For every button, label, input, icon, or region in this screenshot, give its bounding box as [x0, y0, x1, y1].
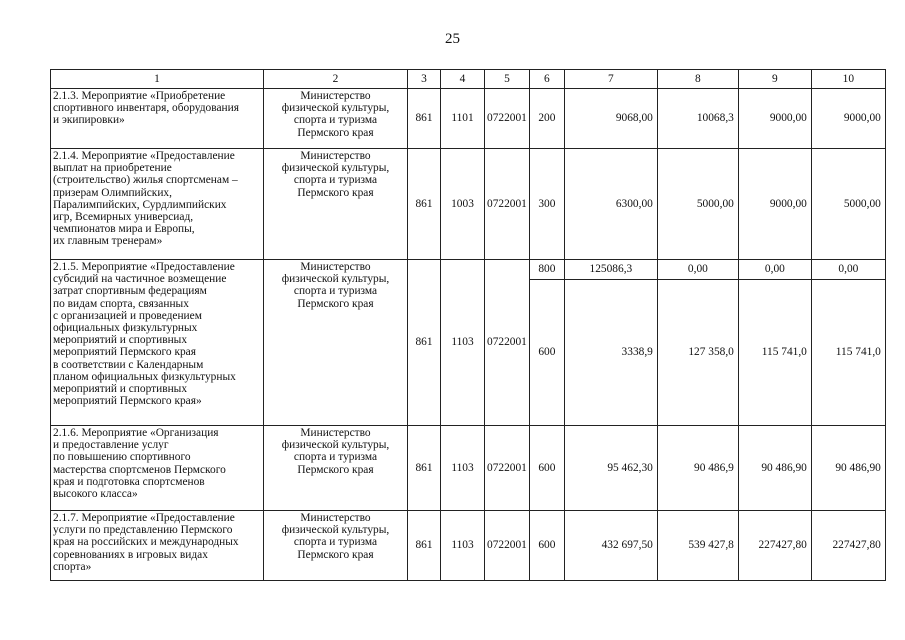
header-row — [51, 70, 886, 89]
cell-c7: 3338,9 — [564, 280, 657, 426]
activity-description: 2.1.6. Мероприятие «Организация и предоставление услуг по повышению спортивного мастерства спортсменов Пермского края и подготовка спортсменов высокого класса» — [51, 426, 264, 511]
cell-c6: 600 — [529, 280, 564, 426]
table-row — [51, 260, 886, 280]
cell-c4: 1103 — [441, 511, 485, 581]
cell-c10: 0,00 — [811, 260, 885, 280]
cell-c3: 861 — [408, 511, 441, 581]
header-cell: 5 — [485, 70, 530, 89]
cell-c6: 600 — [529, 511, 564, 581]
header-cell: 2 — [264, 70, 408, 89]
ministry-cell: Министерство физической культуры, спорта и туризма Пермского края — [264, 426, 408, 511]
table-row — [51, 149, 886, 260]
cell-c10: 227427,80 — [811, 511, 885, 581]
cell-c8: 0,00 — [657, 260, 738, 280]
cell-c5: 0722001 — [485, 426, 530, 511]
cell-c6: 300 — [529, 149, 564, 260]
cell-c9: 9000,00 — [738, 149, 811, 260]
activity-description: 2.1.5. Мероприятие «Предоставление субсидий на частичное возмещение затрат спортивным федерациям по видам спорта, связанных с организацией и проведением официальных физкультурных мероприятий и спортивных мероприятий Пермского края в соответствии с Календарным планом официальных физкультурных мероприятий и спортивных мероприятий Пермского края» — [51, 260, 264, 426]
ministry-cell: Министерство физической культуры, спорта и туризма Пермского края — [264, 511, 408, 581]
ministry-cell: Министерство физической культуры, спорта и туризма Пермского края — [264, 89, 408, 149]
cell-c10: 115 741,0 — [811, 280, 885, 426]
cell-c8: 127 358,0 — [657, 280, 738, 426]
cell-c7: 9068,00 — [564, 89, 657, 149]
ministry-cell: Министерство физической культуры, спорта и туризма Пермского края — [264, 149, 408, 260]
cell-c8: 539 427,8 — [657, 511, 738, 581]
cell-c5: 0722001 — [485, 89, 530, 149]
cell-c7: 432 697,50 — [564, 511, 657, 581]
header-cell: 7 — [564, 70, 657, 89]
cell-c6: 200 — [529, 89, 564, 149]
cell-c6: 600 — [529, 426, 564, 511]
table-row — [51, 89, 886, 149]
cell-c6: 800 — [529, 260, 564, 280]
cell-c10: 90 486,90 — [811, 426, 885, 511]
cell-c7: 6300,00 — [564, 149, 657, 260]
cell-c5: 0722001 — [485, 149, 530, 260]
table-row — [51, 426, 886, 511]
cell-c8: 5000,00 — [657, 149, 738, 260]
cell-c4: 1103 — [441, 260, 485, 426]
cell-c3: 861 — [408, 89, 441, 149]
cell-c5: 0722001 — [485, 260, 530, 426]
cell-c7: 125086,3 — [564, 260, 657, 280]
cell-c4: 1003 — [441, 149, 485, 260]
header-cell: 8 — [657, 70, 738, 89]
activity-description: 2.1.3. Мероприятие «Приобретение спортивного инвентаря, оборудования и экипировки» — [51, 89, 264, 149]
cell-c8: 90 486,9 — [657, 426, 738, 511]
cell-c10: 5000,00 — [811, 149, 885, 260]
cell-c4: 1103 — [441, 426, 485, 511]
cell-c9: 227427,80 — [738, 511, 811, 581]
cell-c10: 9000,00 — [811, 89, 885, 149]
page-number: 25 — [445, 31, 460, 47]
header-cell: 4 — [441, 70, 485, 89]
ministry-cell: Министерство физической культуры, спорта и туризма Пермского края — [264, 260, 408, 426]
cell-c9: 115 741,0 — [738, 280, 811, 426]
cell-c3: 861 — [408, 426, 441, 511]
header-cell: 3 — [408, 70, 441, 89]
activity-description: 2.1.7. Мероприятие «Предоставление услуги по представлению Пермского края на российских и международных соревнованиях в игровых видах спорта» — [51, 511, 264, 581]
cell-c9: 90 486,90 — [738, 426, 811, 511]
cell-c8: 10068,3 — [657, 89, 738, 149]
header-cell: 6 — [529, 70, 564, 89]
header-cell: 1 — [51, 70, 264, 89]
header-cell: 10 — [811, 70, 885, 89]
budget-table — [50, 69, 886, 581]
cell-c9: 9000,00 — [738, 89, 811, 149]
cell-c4: 1101 — [441, 89, 485, 149]
cell-c9: 0,00 — [738, 260, 811, 280]
cell-c3: 861 — [408, 149, 441, 260]
activity-description: 2.1.4. Мероприятие «Предоставление выплат на приобретение (строительство) жилья спортсменам – призерам Олимпийских, Паралимпийских, Сурдлимпийских игр, Всемирных универсиад, чемпионатов мира и Европы, их главным тренерам» — [51, 149, 264, 260]
header-cell: 9 — [738, 70, 811, 89]
cell-c5: 0722001 — [485, 511, 530, 581]
cell-c3: 861 — [408, 260, 441, 426]
cell-c7: 95 462,30 — [564, 426, 657, 511]
table-row — [51, 511, 886, 581]
